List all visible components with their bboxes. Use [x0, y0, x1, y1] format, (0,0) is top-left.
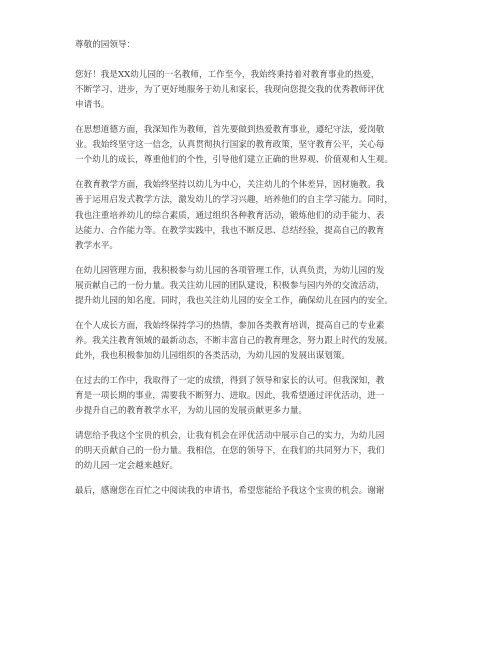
paragraph-line: 业。我始终坚守这一信念，认真贯彻执行国家的教育政策，坚守教育公平，关心每 — [75, 140, 385, 151]
paragraph-line: 我也注重培养幼儿的综合素质，通过组织各种教育活动，锻炼他们的动手能力、表 — [75, 210, 385, 221]
paragraph — [75, 374, 435, 420]
document-body — [75, 38, 435, 509]
paragraph-line: 步提升自己的教育教学水平，为幼儿园的发展贡献更多力量。 — [75, 406, 308, 417]
paragraph — [75, 178, 435, 254]
paragraph-line: 达能力、合作能力等。在教学实践中，我也不断反思、总结经验，提高自己的教育 — [75, 225, 385, 236]
paragraph-line: 提升幼儿园的知名度。同时，我也关注幼儿园的安全工作，确保幼儿在园内的安全。 — [75, 295, 393, 306]
paragraph-line: 善于运用启发式教学方法，激发幼儿的学习兴趣，培养他们的自主学习能力。同时， — [75, 195, 393, 206]
paragraph-line: 展贡献自己的一份力量。我关注幼儿园的团队建设，积极参与园内外的交流活动， — [75, 280, 385, 291]
paragraph — [75, 68, 435, 114]
paragraph-list — [75, 68, 435, 499]
paragraph-line: 最后，感谢您在百忙之中阅读我的申请书，希望您能给予我这个宝贵的机会。谢谢 — [75, 485, 385, 496]
paragraph-line: 申请书。 — [75, 100, 110, 111]
paragraph-line: 您好！我是XX幼儿园的一名教师，工作至今，我始终秉持着对教育事业的热爱， — [75, 70, 380, 80]
salutation: 尊敬的园领导： — [75, 40, 136, 50]
paragraph — [75, 484, 435, 499]
paragraph-line: 养。我关注教育领域的最新动态，不断丰富自己的教育理念，努力跟上时代的发展。 — [75, 335, 393, 346]
paragraph-line: 请您给予我这个宝贵的机会，让我有机会在评优活动中展示自己的实力，为幼儿园 — [75, 430, 385, 441]
paragraph-line: 在思想道德方面，我深知作为教师，首先要做到热爱教育事业，遵纪守法，爱岗敬 — [75, 125, 385, 136]
paragraph-line: 此外，我也积极参加幼儿园组织的各类活动，为幼儿园的发展出谋划策。 — [75, 351, 351, 361]
paragraph-line: 在个人成长方面，我始终保持学习的热情，参加各类教育培训，提高自己的专业素 — [75, 320, 385, 331]
paragraph-line: 不断学习、进步，为了更好地服务于幼儿和家长，我现向您提交我的优秀教师评优 — [75, 85, 385, 96]
paragraph-line: 的幼儿园一定会越来越好。 — [75, 461, 179, 472]
paragraph-line: 在过去的工作中，我取得了一定的成绩，得到了领导和家长的认可。但我深知，教 — [75, 375, 385, 386]
paragraph — [75, 319, 435, 365]
paragraph-line: 育是一项长期的事业，需要我不断努力、进取。因此，我希望通过评优活动，进一 — [75, 390, 385, 401]
paragraph-line: 在教育教学方面，我始终坚持以幼儿为中心，关注幼儿的个体差异，因材施教。我 — [75, 180, 385, 191]
paragraph-line: 在幼儿园管理方面，我积极参与幼儿园的各项管理工作，认真负责，为幼儿园的发 — [75, 265, 385, 276]
paragraph-line: 教学水平。 — [75, 240, 118, 251]
paragraph — [75, 123, 435, 169]
paragraph — [75, 429, 435, 475]
paragraph-line: 的明天贡献自己的一份力量。我相信，在您的领导下，在我们的共同努力下，我们 — [75, 445, 385, 456]
paragraph — [75, 264, 435, 310]
paragraph-line: 一个幼儿的成长，尊重他们的个性，引导他们建立正确的世界观、价值观和人生观。 — [75, 155, 393, 166]
